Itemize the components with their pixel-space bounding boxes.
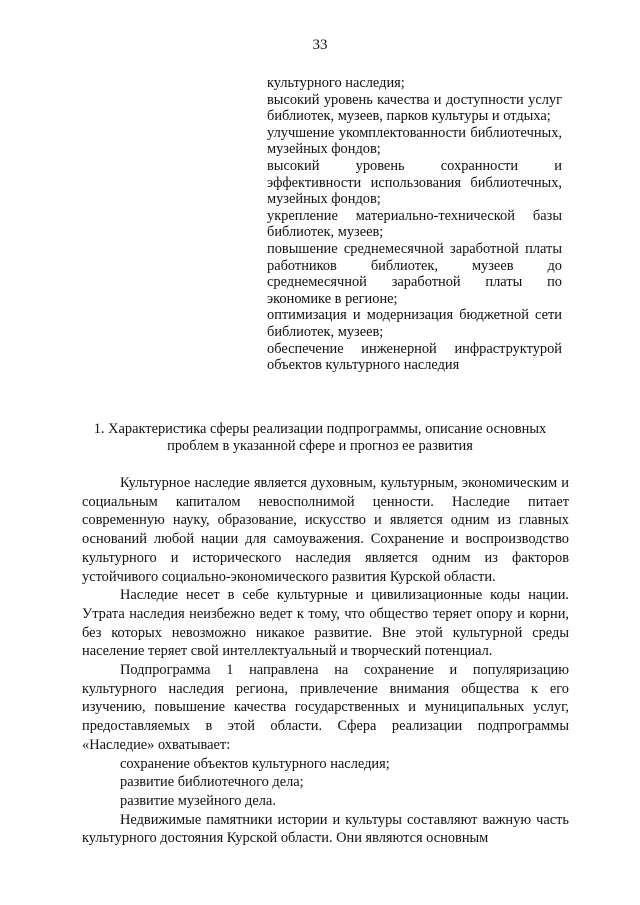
section-heading-line-2: проблем в указанной сфере и прогноз ее развития xyxy=(167,438,473,454)
list-item: высокий уровень качества и доступности услуг библиотек, музеев, парков культуры и отдыха; xyxy=(267,91,562,125)
paragraph: Наследие несет в себе культурные и цивилизационные коды нации. Утрата наследия неизбежно ведет к тому, что общество теряет опору и корни, без которых невозможно никакое развитие. Вне этой культурной среды население теряет свой интеллектуальный и творческий потенциал. xyxy=(82,587,569,660)
body-text xyxy=(82,474,569,848)
list-item: укрепление материально-технической базы библиотек, музеев; xyxy=(267,207,562,241)
list-item: повышение среднемесячной заработной платы работников библиотек, музеев до среднемесячной заработной платы по экономике в регионе; xyxy=(267,240,562,307)
section-heading-line-1: 1. Характеристика сферы реализации подпрограммы, описание основных xyxy=(93,421,547,437)
scope-item: развитие библиотечного дела; xyxy=(120,774,304,791)
list-item: культурного наследия; xyxy=(267,75,405,91)
scope-item: развитие музейного дела. xyxy=(120,792,276,809)
scope-item: сохранение объектов культурного наследия; xyxy=(120,755,390,772)
list-item: улучшение укомплектованности библиотечных, музейных фондов; xyxy=(267,124,562,158)
page-number: 33 xyxy=(312,37,328,53)
paragraph: Недвижимые памятники истории и культуры составляют важную часть культурного достояния Курской области. Они являются основным xyxy=(82,811,569,847)
expected-results-list xyxy=(267,75,562,374)
list-item: оптимизация и модернизация бюджетной сети библиотек, музеев; xyxy=(267,307,562,340)
list-item: высокий уровень сохранности и эффективности использования библиотечных, музейных фондов; xyxy=(267,157,562,208)
paragraph: Культурное наследие является духовным, культурным, экономическим и социальным капиталом невосполнимой ценности. Наследие питает современную науку, образование, искусство и является одним из главных оснований любой нации для самоуважения. Сохранение и воспроизводство культурного и исторического наследия является одним из факторов устойчивого социально-экономического развития Курской области. xyxy=(82,475,569,585)
list-item: обеспечение инженерной инфраструктурой объектов культурного наследия xyxy=(267,340,562,374)
paragraph: Подпрограмма 1 направлена на сохранение и популяризацию культурного наследия региона, привлечение внимания общества к его изучению, повышение качества государственных и муниципальных услуг, предоставляемых в этой области. Сфера реализации подпрограммы «Наследие» охватывает: xyxy=(82,662,569,753)
section-heading xyxy=(70,421,570,455)
